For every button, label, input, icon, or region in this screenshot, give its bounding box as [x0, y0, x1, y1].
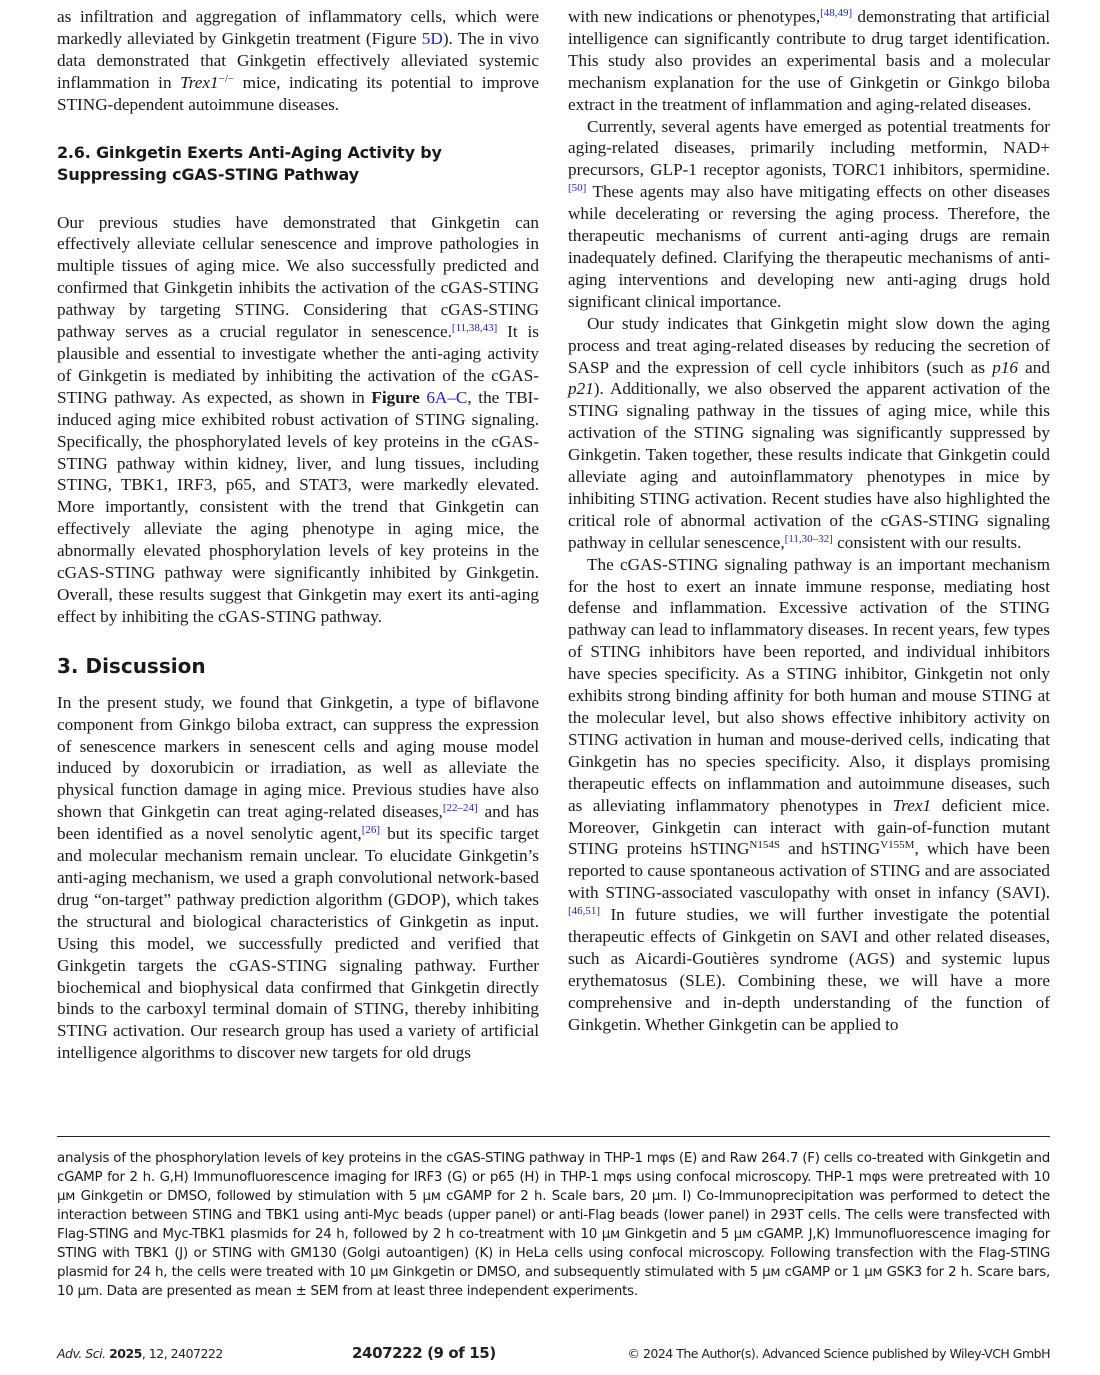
- right-paragraph-4: The cGAS-STING signaling pathway is an important mechanism for the host to exert an innate immune response, mediating host defense and inflammation. Excessive activation of the STING pathway can lead to inflammatory diseases. In recent years, few types of STING inhibitors have been reported, and individual inhibitors have species specificity. As a STING inhibitor, Ginkgetin not only exhibits strong binding affinity for both human and mouse STING at the molecular level, but also shows effective inhibitory activity on STING activation in human and mouse-derived cells, indicating that Ginkgetin has no species specificity. Also, it displays promising therapeutic effects on inflammation and autoimmune diseases, such as alleviating inflammatory phenotypes in Trex1 deficient mice. Moreover, Ginkgetin can interact with gain-of-function mutant STING proteins hSTING$^{N154S}$ and hSTING$^{V155M}$, which have been reported to cause spontaneous activation of STING and are associated with STING-associated vasculopathy with onset in infancy (SAVI).[46,51] In future studies, we will further investigate the potential therapeutic effects of Ginkgetin on SAVI and other related diseases, such as Aicardi-Goutières syndrome (AGS) and systemic lupus erythematosus (SLE). Combining these, we will have a more comprehensive and in-depth understanding of the function of Ginkgetin. Whether Ginkgetin can be applied to: [568, 554, 1050, 1034]
- footer-copyright: © 2024 The Author(s). Advanced Science published by Wiley-VCH GmbH: [627, 1346, 1050, 1361]
- section-heading-2-6: 2.6. Ginkgetin Exerts Anti-Aging Activity by Suppressing cGAS-STING Pathway: [57, 142, 442, 184]
- left-column: [57, 6, 539, 1064]
- citation-link[interactable]: [22–24]: [442, 802, 478, 815]
- right-paragraph-2: Currently, several agents have emerged as potential treatments for aging-related diseases, primarily including metformin, NAD+ precursors, GLP-1 receptor agonists, TORC1 inhibitors, spermidine.[50] These agents may also have mitigating effects on other diseases while decelerating or reversing the aging process. Therefore, the therapeutic mechanisms of current anti-aging drugs are remain inadequately defined. Clarifying the therapeutic mechanisms of anti-aging interventions and developing new anti-aging drugs hold significant clinical importance.: [568, 116, 1050, 311]
- citation-link[interactable]: [46,51]: [568, 905, 601, 918]
- caption-divider: [57, 1136, 1050, 1137]
- right-paragraph-3: Our study indicates that Ginkgetin might slow down the aging process and treat aging-related diseases by reducing the secretion of SASP and the expression of cell cycle inhibitors (such as p16 and p21). Additionally, we also observed the apparent activation of the STING signaling pathway in the tissues of aging mice, while this activation of the STING signaling was significantly suppressed by Ginkgetin. Taken together, these results indicate that Ginkgetin could alleviate aging and autoinflammatory phenotypes in mice by inhibiting STING activation. Recent studies have also highlighted the critical role of abnormal activation of the cGAS-STING signaling pathway in cellular senescence,[11,30–32] consistent with our results.: [568, 313, 1050, 552]
- gene-name: Trex1: [180, 72, 219, 92]
- mutation-superscript: V155M: [880, 839, 915, 852]
- section-2-6-paragraph: Our previous studies have demonstrated that Ginkgetin can effectively alleviate cellular senescence and improve pathologies in multiple tissues of aging mice. We also successfully predicted and confirmed that Ginkgetin inhibits the activation of the cGAS-STING pathway by targeting STING. Considering that cGAS-STING pathway serves as a crucial regulator in senescence.[11,38,43] It is plausible and essential to investigate whether the anti-aging activity of Ginkgetin is mediated by inhibiting the activation of the cGAS-STING pathway. As expected, as shown in Figure 6A–C, the TBI-induced aging mice exhibited robust activation of STING signaling. Specifically, the phosphorylated levels of key proteins in the cGAS-STING pathway within kidney, liver, and lung tissues, including STING, TBK1, IRF3, p65, and STAT3, were markedly elevated. More importantly, consistent with the trend that Ginkgetin can effectively alleviate the aging phenotype in aging mice, the abnormally elevated phosphorylation levels of key proteins in the cGAS-STING pathway were significantly inhibited by Ginkgetin. Overall, these results suggest that Ginkgetin may exert its anti-aging effect by inhibiting the cGAS-STING pathway.: [57, 212, 539, 626]
- figure-6a-c-link[interactable]: 6A–C: [426, 387, 468, 407]
- genotype-superscript: −/−: [218, 72, 235, 85]
- citation-link[interactable]: [26]: [361, 824, 381, 837]
- citation-link[interactable]: [48,49]: [820, 7, 853, 19]
- mutation-superscript: N154S: [749, 839, 780, 852]
- figure-5d-link[interactable]: 5D: [421, 28, 443, 48]
- section-heading-discussion: 3. Discussion: [57, 653, 206, 678]
- footer-citation: Adv. Sci. 2025, 12, 2407222: [57, 1346, 223, 1361]
- citation-link[interactable]: [50]: [568, 182, 587, 195]
- intro-paragraph: as infiltration and aggregation of inflammatory cells, which were markedly alleviated by Ginkgetin treatment (Figure 5D). The in vivo data demonstrated that Ginkgetin effectively alleviated systemic inflammation in Trex1−/− mice, indicating its potential to improve STING-dependent autoimmune diseases.: [57, 7, 539, 114]
- figure-caption: analysis of the phosphorylation levels of key proteins in the cGAS-STING pathway in THP-1 mφs (E) and Raw 264.7 (F) cells co-treated with Ginkgetin and cGAMP for 2 h. G,H) Immunofluorescence imaging for IRF3 (G) or p65 (H) in THP-1 mφs using confocal microscopy. THP-1 mφs were pretreated with 10 µᴍ Ginkgetin or DMSO, followed by stimulation with 5 µᴍ cGAMP for 2 h. Scale bars, 20 µm. I) Co-Immunoprecipitation was performed to detect the interaction between STING and TBK1 using anti-Myc beads (upper panel) or anti-Flag beads (lower panel) in 293T cells. The cells were transfected with Flag-STING and Myc-TBK1 plasmids for 24 h, followed by 2 h co-treatment with 10 µᴍ Ginkgetin and 5 µᴍ cGAMP. J,K) Immunofluorescence imaging for STING with TBK1 (J) or STING with GM130 (Golgi autoantigen) (K) in HeLa cells using confocal microscopy. Following transfection with the Flag-STING plasmid for 24 h, the cells were treated with 10 µᴍ Ginkgetin or DMSO, and subsequently stimulated with 5 µᴍ cGAMP or 1 µᴍ GSK3 for 2 h. Scare bars, 10 µm. Data are presented as mean ± SEM from at least three independent experiments.: [57, 1151, 1050, 1299]
- discussion-paragraph: In the present study, we found that Ginkgetin, a type of biflavone component from Ginkgo biloba extract, can suppress the expression of senescence markers in senescent cells and aging mouse model induced by doxorubicin or irradiation, as well as alleviate the physical function damage in aging mice. Previous studies have also shown that Ginkgetin can treat aging-related diseases,[22–24] and has been identified as a novel senolytic agent,[26] but its specific target and molecular mechanism remain unclear. To elucidate Ginkgetin’s anti-aging mechanism, we used a graph convolutional network-based drug “on-target” pathway prediction algorithm (GDOP), which takes the structural and biological characteristics of Ginkgetin as input. Using this model, we successfully predicted and verified that Ginkgetin targets the cGAS-STING signaling pathway. Further biochemical and biophysical data confirmed that Ginkgetin directly binds to the carboxyl terminal domain of STING, thereby inhibiting STING activation. Our research group has used a variety of artificial intelligence algorithms to discover new targets for old drugs: [57, 692, 539, 1063]
- right-paragraph-1: with new indications or phenotypes,[48,49] demonstrating that artificial intelligence can significantly contribute to drug target identification. This study also provides an experimental basis and a molecular mechanism explanation for the use of Ginkgetin or Ginkgo biloba extract in the treatment of inflammation and aging-related diseases.: [568, 7, 1050, 114]
- right-column: [568, 6, 1050, 1036]
- footer-page-number: 2407222 (9 of 15): [352, 1344, 496, 1362]
- citation-link[interactable]: [11,30–32]: [784, 532, 833, 545]
- citation-link[interactable]: [11,38,43]: [451, 322, 498, 335]
